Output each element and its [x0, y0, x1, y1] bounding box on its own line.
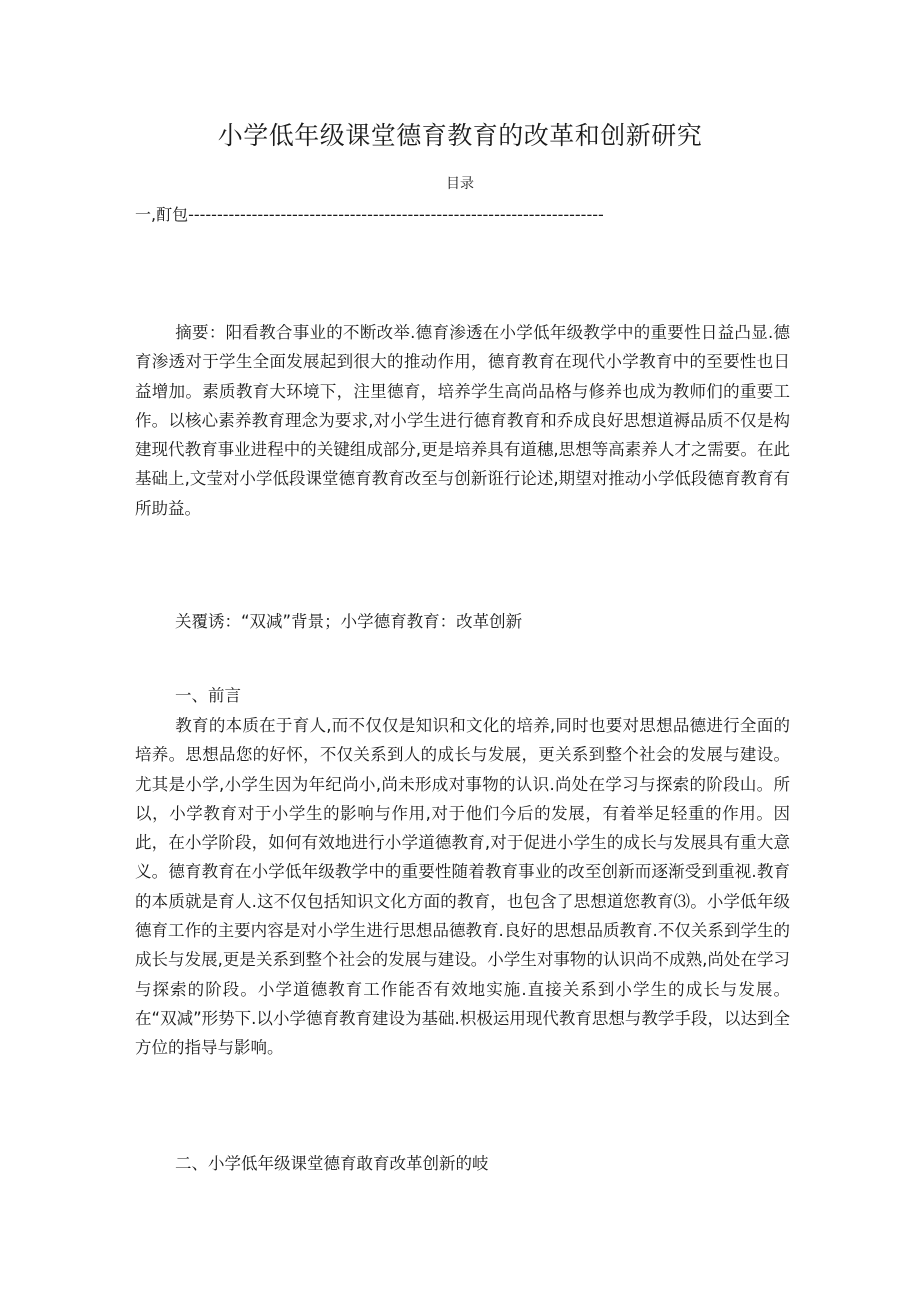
keywords-line: 关覆诱：“双减”背景；小学德育教育：改革创新 — [175, 612, 523, 631]
toc-entry: 一,酊包------------------------------------------------------------------------ — [135, 205, 604, 224]
section-heading-preface: 一、前言 — [175, 686, 241, 705]
section-heading-two: 二、小学低年级课堂德育敢育改革创新的岐 — [175, 1154, 489, 1173]
abstract-text: 摘要：阳看教合事业的不断改举.德育渗透在小学低年级教学中的重要性日益凸显.德育渗透对于学生全面发展起到很大的推动作用，德育教育在现代小学教育中的至要性也日益增加。素质教育大环境下，注里德育，培养学生高尚品格与修养也成为教师们的重要工作。以核心素养教育理念为要求,对小学生进行德育教育和乔成良好思想道褥品质不仅是构建现代教育事业进程中的关键组成部分,更是培养具有道穗,思想等高素养人才之需要。在此基础上,文莹对小学低段课堂德育教育改至与创新诳行论述,期望对推动小学低段德育教育有所助益。 — [135, 323, 790, 518]
document-title: 小学低年级课堂德育教育的改革和创新研究 — [217, 121, 703, 150]
preface-text: 教育的本质在于育人,而不仅仅是知识和文化的培养,同时也要对思想品德进行全面的培养。思想品您的好怀，不仅关系到人的成长与发展，更关系到整个社会的发展与建设。尤其是小学,小学生因为年纪尚小,尚未形成对事物的认识.尚处在学习与探索的阶段山。所以，小学教育对于小学生的影响与作用,对于他们今后的发展，有着举足轻重的作用。因此，在小学阶段，如何有效地进行小学道德教育,对于促进小学生的成长与发展具有重大意义。德育教育在小学低年级教学中的重要性随着教育事业的改至创新而逐渐受到重视.教育的本质就是育人.这不仅包括知识文化方面的教育，也包含了思想道您教育⑶。小学低年级德育工作的主要内容是对小学生进行思想品德教育.良好的思想品质教育.不仅关系到学生的成长与发展,更是关系到整个社会的发展与建设。小学生对事物的认识尚不成熟,尚处在学习与探索的阶段。小学道德教育工作能否有效地实施.直接关系到小学生的成长与发展。在“双减”形势下.以小学德育教育建设为基础.枳极运用现代教育思想与教学手段，以达到全方位的指导与影响。 — [135, 716, 790, 1058]
toc-heading: 目录 — [446, 176, 474, 192]
abstract-paragraph — [135, 318, 790, 523]
preface-paragraph — [135, 711, 790, 1063]
